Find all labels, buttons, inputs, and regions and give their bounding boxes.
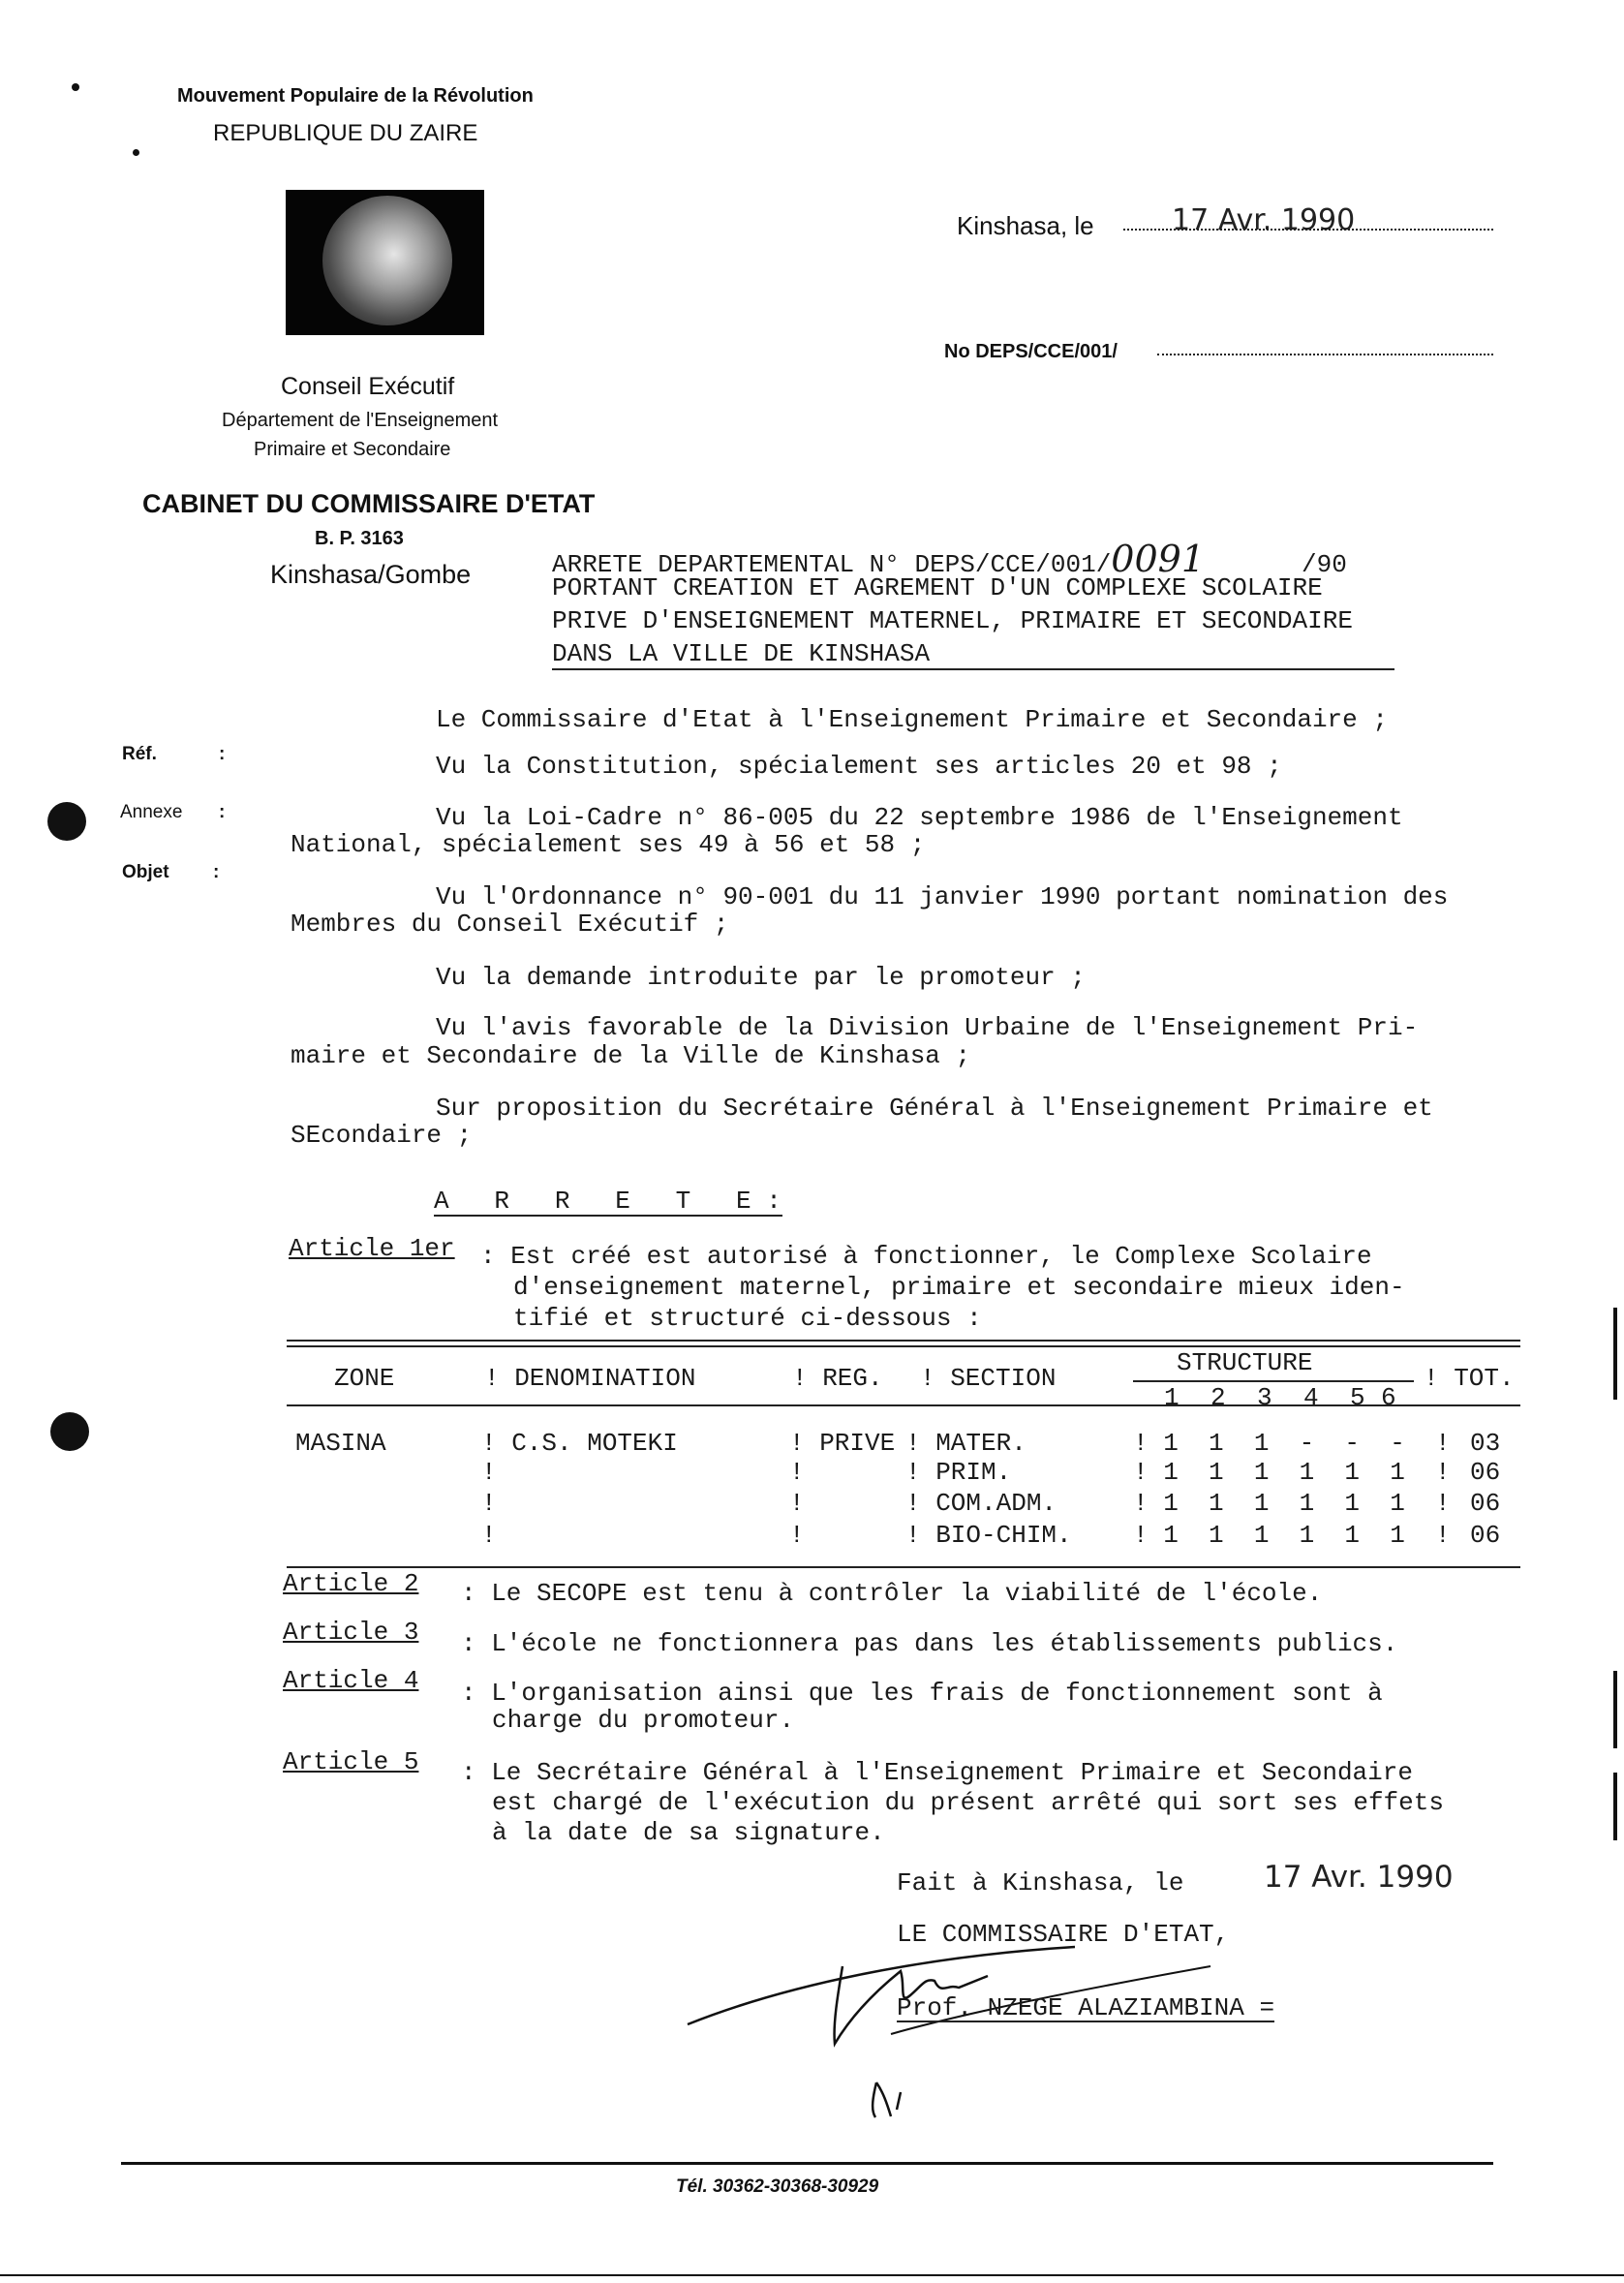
article1-label: Article 1er (289, 1234, 455, 1263)
table-cell-denomination: ! (481, 1458, 497, 1487)
table-cell-denomination: ! (481, 1489, 497, 1518)
decree-title-prefix: ARRETE DEPARTEMENTAL N° DEPS/CCE/001/ (552, 550, 1112, 579)
year-label: 5 (1350, 1383, 1365, 1412)
preamble-p7a: Sur proposition du Secrétaire Général à l'Enseignement Primaire et (436, 1094, 1433, 1123)
year-label: 3 (1257, 1383, 1272, 1412)
speck-mark (72, 83, 79, 91)
objet-colon: : (213, 862, 220, 882)
speck-mark (133, 149, 139, 156)
table-cell-denomination: ! (481, 1521, 497, 1550)
table-cell-structure: ! 1 1 1 - - - ! (1133, 1429, 1451, 1458)
table-cell-tot: 06 (1470, 1458, 1501, 1487)
preamble-p4b: Membres du Conseil Exécutif ; (291, 910, 729, 939)
preamble-p2: Vu la Constitution, spécialement ses articles 20 et 98 ; (436, 752, 1282, 781)
date-label: Kinshasa, le (957, 211, 1094, 240)
article5-line2: est chargé de l'exécution du présent arrêté qui sort ses effets (492, 1788, 1444, 1817)
annexe-colon: : (219, 802, 226, 822)
article4-label: Article 4 (283, 1666, 419, 1695)
table-cell-section: ! PRIM. (905, 1458, 1012, 1487)
title-underline (552, 668, 1394, 670)
annexe-label: Annexe (120, 802, 183, 822)
signature-date-stamp: 17 Avr. 1990 (1264, 1860, 1454, 1895)
table-top-rule-double (287, 1345, 1520, 1347)
postal-box: B. P. 3163 (315, 528, 404, 549)
table-cell-section: ! BIO-CHIM. (905, 1521, 1072, 1550)
preamble-p1: Le Commissaire d'Etat à l'Enseignement Primaire et Secondaire ; (436, 705, 1388, 734)
table-cell-structure: ! 1 1 1 1 1 1 ! (1133, 1489, 1451, 1518)
department-line1: Département de l'Enseignement (222, 410, 499, 431)
cabinet-name: CABINET DU COMMISSAIRE D'ETAT (142, 489, 596, 518)
movement-name: Mouvement Populaire de la Révolution (177, 85, 534, 107)
article1-line2: d'enseignement maternel, primaire et secondaire mieux iden- (513, 1273, 1405, 1302)
scan-edge-mark (1613, 1308, 1617, 1400)
handwritten-signature (668, 1937, 1346, 2121)
table-header-tot: ! TOT. (1424, 1364, 1515, 1393)
table-cell-zone: MASINA (295, 1429, 386, 1458)
article2-line1: : Le SECOPE est tenu à contrôler la viabilité de l'école. (461, 1579, 1323, 1608)
table-cell-section: ! COM.ADM. (905, 1489, 1057, 1518)
table-header-structure: STRUCTURE (1177, 1348, 1313, 1377)
council-name: Conseil Exécutif (281, 373, 455, 400)
article2-label: Article 2 (283, 1569, 419, 1598)
structure-rule (1133, 1380, 1414, 1382)
arrete-heading: A R R E T E : (434, 1187, 781, 1216)
table-header-denomination: ! DENOMINATION (484, 1364, 696, 1393)
scan-edge-line (0, 2274, 1624, 2276)
year-label: 6 (1381, 1383, 1396, 1412)
ref-colon: : (219, 744, 226, 764)
table-header-reg: ! REG. (792, 1364, 883, 1393)
table-top-rule (287, 1340, 1520, 1342)
preamble-p4a: Vu l'Ordonnance n° 90-001 du 11 janvier 1990 portant nomination des (436, 882, 1449, 911)
preamble-p3a: Vu la Loi-Cadre n° 86-005 du 22 septembre 1986 de l'Enseignement (436, 803, 1403, 832)
table-cell-reg: ! (789, 1458, 805, 1487)
article5-line3: à la date de sa signature. (492, 1818, 885, 1847)
table-cell-denomination: ! C.S. MOTEKI (481, 1429, 678, 1458)
punch-hole-mark (47, 802, 86, 841)
preamble-p6a: Vu l'avis favorable de la Division Urbaine de l'Enseignement Pri- (436, 1013, 1419, 1042)
table-cell-structure: ! 1 1 1 1 1 1 ! (1133, 1458, 1451, 1487)
scan-edge-mark (1613, 1671, 1617, 1748)
table-header-zone: ZONE (334, 1364, 395, 1393)
table-header-section: ! SECTION (920, 1364, 1057, 1393)
article1-line3: tifié et structuré ci-dessous : (513, 1304, 982, 1333)
preamble-p6b: maire et Secondaire de la Ville de Kinshasa ; (291, 1041, 971, 1070)
city-name: Kinshasa/Gombe (270, 560, 472, 589)
decree-title-suffix: /90 (1302, 550, 1347, 579)
preamble-p5: Vu la demande introduite par le promoteur ; (436, 963, 1086, 992)
scan-edge-mark (1613, 1773, 1617, 1840)
reference-dotted-line (1157, 344, 1493, 355)
table-cell-tot: 06 (1470, 1489, 1501, 1518)
ref-label: Réf. (122, 744, 157, 764)
table-cell-section: ! MATER. (905, 1429, 1026, 1458)
article5-line1: : Le Secrétaire Général à l'Enseignement Primaire et Secondaire (461, 1758, 1413, 1787)
article1-line1: : Est créé est autorisé à fonctionner, le Complexe Scolaire (480, 1242, 1372, 1271)
table-cell-reg: ! (789, 1521, 805, 1550)
article3-line1: : L'école ne fonctionnera pas dans les établissements publics. (461, 1629, 1398, 1658)
article3-label: Article 3 (283, 1618, 419, 1647)
table-cell-tot: 03 (1470, 1429, 1501, 1458)
footer-telephone: Tél. 30362-30368-30929 (676, 2176, 879, 2197)
footer-rule (121, 2162, 1493, 2165)
globe-emblem-icon (322, 196, 452, 325)
decree-number: 0091 (1111, 538, 1206, 580)
decree-title-line2: PORTANT CREATION ET AGREMENT D'UN COMPLEXE SCOLAIRE (552, 573, 1323, 602)
year-label: 2 (1210, 1383, 1226, 1412)
preamble-p7b: SEcondaire ; (291, 1121, 473, 1150)
table-cell-tot: 06 (1470, 1521, 1501, 1550)
date-stamp: 17 Avr. 1990 (1172, 203, 1356, 237)
name-underline (897, 2021, 1274, 2022)
objet-label: Objet (122, 862, 169, 882)
article5-label: Article 5 (283, 1747, 419, 1776)
commissioner-name: Prof. NZEGE ALAZIAMBINA = (897, 1993, 1275, 2022)
article4-line2: charge du promoteur. (492, 1706, 795, 1735)
department-line2: Primaire et Secondaire (254, 439, 451, 460)
punch-hole-mark (50, 1412, 89, 1451)
reference-number-label: No DEPS/CCE/001/ (944, 341, 1118, 362)
arrete-underline (434, 1215, 782, 1217)
article4-line1: : L'organisation ainsi que les frais de fonctionnement sont à (461, 1679, 1383, 1708)
preamble-p3b: National, spécialement ses 49 à 56 et 58 ; (291, 830, 926, 859)
decree-title-line4: DANS LA VILLE DE KINSHASA (552, 639, 931, 668)
table-cell-structure: ! 1 1 1 1 1 1 ! (1133, 1521, 1451, 1550)
year-label: 4 (1303, 1383, 1319, 1412)
state-emblem (286, 190, 484, 335)
table-cell-reg: ! (789, 1489, 805, 1518)
republic-name: REPUBLIQUE DU ZAIRE (213, 120, 478, 146)
done-at-label: Fait à Kinshasa, le (897, 1868, 1184, 1897)
table-cell-reg: ! PRIVE (789, 1429, 896, 1458)
table-bottom-rule (287, 1566, 1520, 1568)
commissioner-title: LE COMMISSAIRE D'ETAT, (897, 1920, 1230, 1949)
table-header-rule (287, 1404, 1520, 1406)
year-label: 1 (1164, 1383, 1180, 1412)
decree-title-line3: PRIVE D'ENSEIGNEMENT MATERNEL, PRIMAIRE ET SECONDAIRE (552, 606, 1353, 635)
